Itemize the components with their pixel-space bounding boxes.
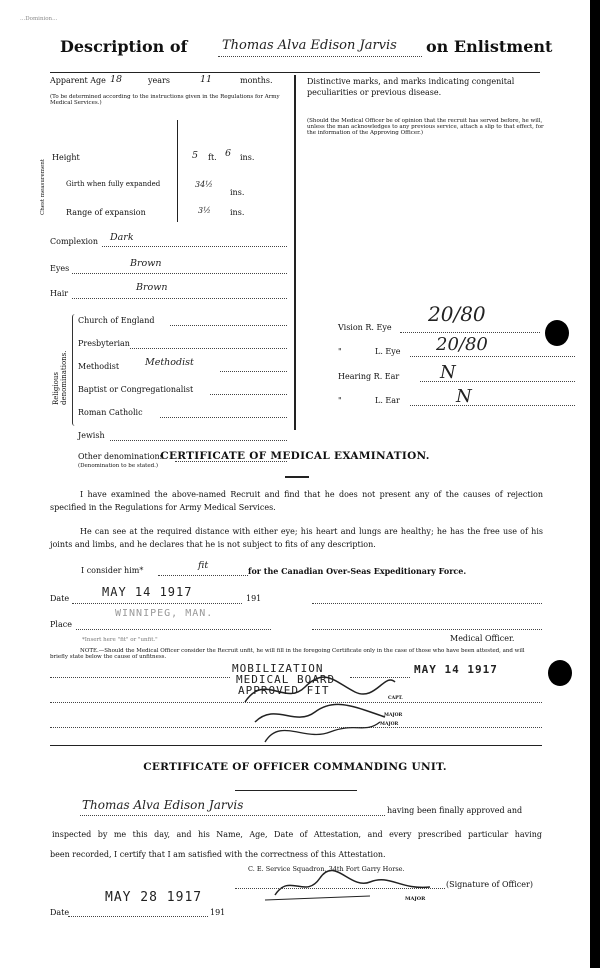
eyes-value: Brown <box>130 258 162 269</box>
ins-label: ins. <box>230 208 245 217</box>
complexion-value: Dark <box>110 232 134 243</box>
religion-church-of-england: Church of England <box>78 316 155 325</box>
hair-label: Hair <box>50 289 69 298</box>
place-label: Place <box>50 620 72 629</box>
punch-hole <box>548 660 572 686</box>
sig-rank: CAPT. <box>388 696 403 701</box>
exam-place: WINNIPEG, MAN. <box>115 608 214 619</box>
ft-label: ft. <box>208 153 217 162</box>
chest-label: Chest measurement <box>40 158 46 215</box>
age-note: (To be determined according to the instructions given in the Regulations for Army Medical Services.) <box>50 94 280 106</box>
sig-rank: MAJOR <box>384 713 403 718</box>
officer-recruit-name: Thomas Alva Edison Jarvis <box>82 798 244 812</box>
footnote: *Insert here "fit" or "unfit." <box>82 637 158 643</box>
stamp-line: MEDICAL BOARD <box>236 673 336 686</box>
age-months: 11 <box>200 74 213 85</box>
officer-text3: been recorded, I certify that I am satisfied with the correctness of this Attestation. <box>50 850 386 859</box>
stamp-line: MOBILIZATION <box>232 662 324 675</box>
medical-note: NOTE.—Should the Medical Officer consider the Recruit unfit, he will fill in the foregoing Certificate only in the case of those who have been attested, and will briefly state below the cause of unfitness. <box>50 648 525 660</box>
religion-roman-catholic: Roman Catholic <box>78 408 143 417</box>
age-years: 18 <box>110 74 123 85</box>
ins-label: ins. <box>230 188 245 197</box>
sig-rank: MAJOR <box>380 722 399 727</box>
medical-officer-label: Medical Officer. <box>450 634 515 643</box>
title-prefix: Description of <box>60 37 188 56</box>
unit-name: C. E. Service Squadron, 34th Fort Garry Horse. <box>248 865 405 873</box>
hearing-r-label: Hearing R. Ear <box>338 372 400 381</box>
divider <box>50 72 540 73</box>
year-prefix: 191 <box>246 594 262 603</box>
height-label: Height <box>52 153 80 162</box>
ditto-mark: " <box>338 347 342 356</box>
range-label: Range of expansion <box>66 208 146 217</box>
medical-title: CERTIFICATE OF MEDICAL EXAMINATION. <box>160 450 430 462</box>
officer-text1: having been finally approved and <box>387 806 523 815</box>
distinctive-note: (Should the Medical Officer be of opinion that the recruit has served before, he will, unless the man acknowledges to any previous service, attach a slip to that effect, for the information of the Approving Officer.) <box>307 118 544 136</box>
hearing-l-label: L. Ear <box>375 396 400 405</box>
stamp-date: MAY 14 1917 <box>414 663 498 676</box>
officer-date-stamp: MAY 28 1917 <box>105 890 203 905</box>
religion-jewish: Jewish <box>78 431 105 440</box>
range-value: 3½ <box>198 206 211 215</box>
medical-para1: I have examined the above-named Recruit and find that he does not present any of the causes of rejection specified in the Regulations for Army Medical Services. <box>50 490 543 512</box>
hearing-r-value: N <box>440 362 456 383</box>
height-ft: 5 <box>192 150 199 161</box>
religion-other: Other denominations <box>78 452 164 461</box>
officer-text2: inspected by me this day, and his Name, Age, Date of Attestation, and every prescribed particular having <box>52 830 542 839</box>
girth-value: 34½ <box>195 180 213 189</box>
hearing-l-value: N <box>456 386 472 407</box>
ditto-mark: " <box>338 396 342 405</box>
date-label: Date <box>50 594 70 603</box>
consider-value: fit <box>198 560 209 571</box>
vision-r-value: 20/80 <box>428 302 486 326</box>
vision-l-label: L. Eye <box>375 347 401 356</box>
header-stamp: ...Dominion... <box>20 16 58 22</box>
vision-r-label: Vision R. Eye <box>338 323 392 332</box>
board-signatures <box>235 662 405 745</box>
religion-methodist: Methodist <box>78 362 120 371</box>
officer-date-label: Date <box>50 908 70 917</box>
religion-presbyterian: Presbyterian <box>78 339 130 348</box>
religion-methodist-value: Methodist <box>145 357 194 368</box>
officer-year-prefix: 191 <box>210 908 226 917</box>
consider-prefix: I consider him* <box>81 566 144 575</box>
signature-label: (Signature of Officer) <box>446 880 533 889</box>
officer-title: CERTIFICATE OF OFFICER COMMANDING UNIT. <box>143 761 447 773</box>
years-label: years <box>148 76 170 85</box>
officer-rank: MAJOR <box>405 896 426 902</box>
religions-label: Religious denominations. <box>52 350 68 405</box>
scan-edge <box>590 0 600 968</box>
months-label: months. <box>240 76 273 85</box>
title-suffix: on Enlistment <box>426 37 553 56</box>
eyes-label: Eyes <box>50 264 70 273</box>
stamp-line: APPROVED FIT <box>238 684 330 697</box>
ins-label: ins. <box>240 153 255 162</box>
height-in: 6 <box>225 148 232 159</box>
vision-l-value: 20/80 <box>436 334 488 355</box>
girth-label: Girth when fully expanded <box>66 180 161 188</box>
complexion-label: Complexion <box>50 237 98 246</box>
apparent-age-label: Apparent Age <box>50 76 106 85</box>
hair-value: Brown <box>136 282 168 293</box>
medical-para2: He can see at the required distance with either eye; his heart and lungs are healthy; he has the free use of his joints and limbs, and he declares that he is not subject to fits of any description. <box>50 527 543 549</box>
column-divider <box>294 75 296 430</box>
other-note: (Denomination to be stated.) <box>78 463 159 469</box>
religion-baptist: Baptist or Congregationalist <box>78 385 194 394</box>
punch-hole <box>545 320 569 346</box>
recruit-name: Thomas Alva Edison Jarvis <box>222 38 397 53</box>
measure-divider <box>177 120 178 222</box>
exam-date: MAY 14 1917 <box>102 585 193 599</box>
distinctive-label: Distinctive marks, and marks indicating congenital peculiarities or previous disease. <box>307 77 515 97</box>
consider-suffix: for the Canadian Over-Seas Expeditionary Force. <box>248 566 467 576</box>
